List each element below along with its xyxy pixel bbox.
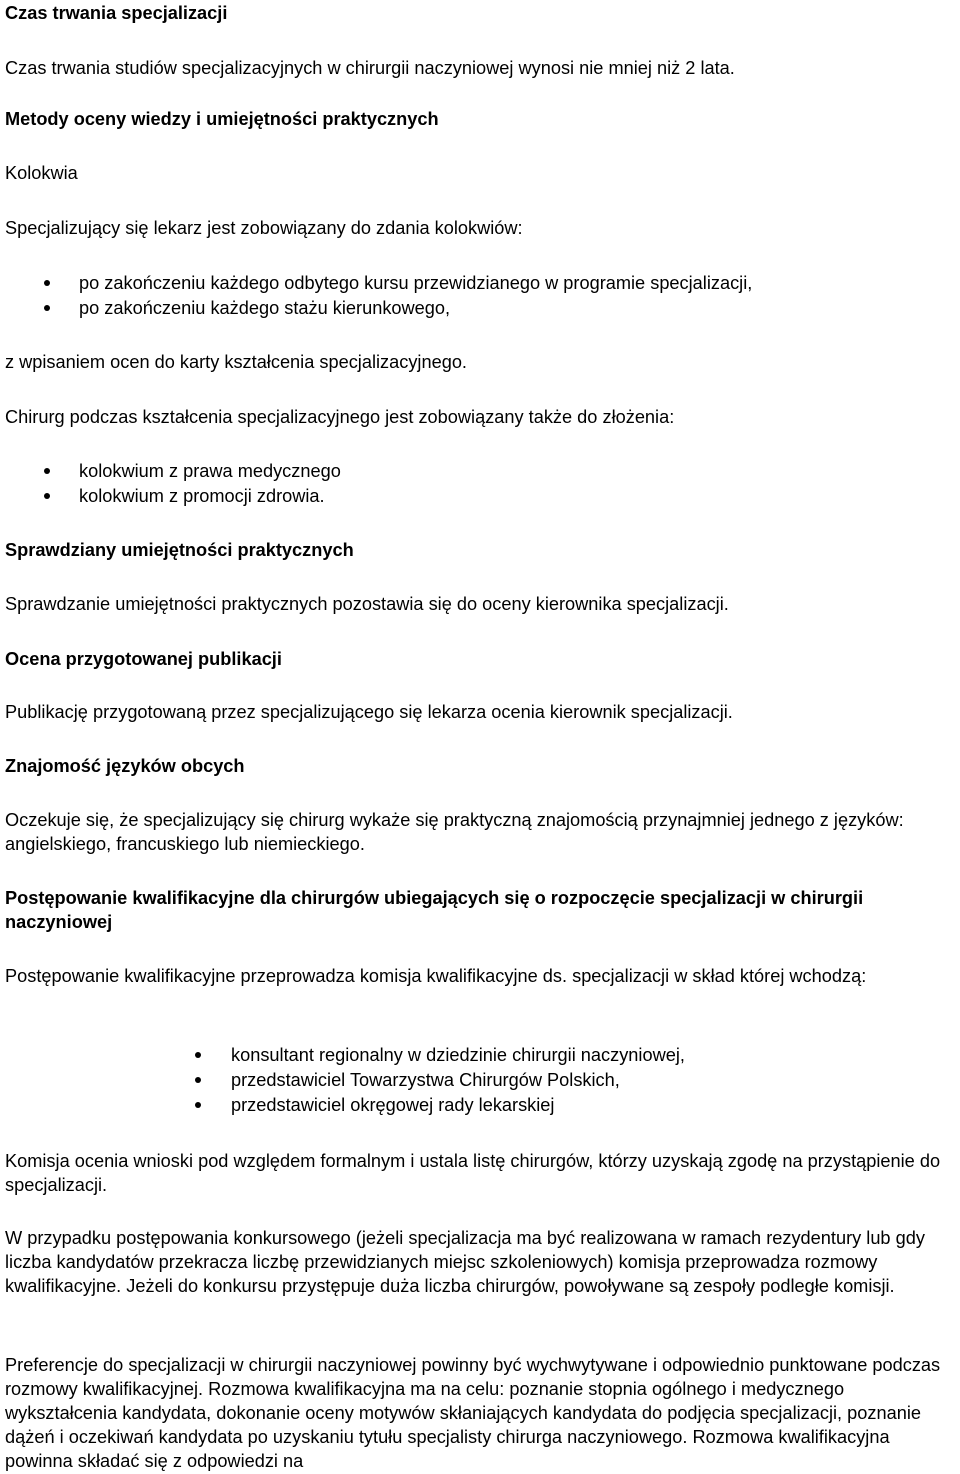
commission-list — [5, 1043, 960, 1118]
bullet-icon — [44, 468, 50, 474]
commission-text: Komisja ocenia wnioski pod względem formalnym i ustala listę chirurgów, którzy uzyskają zgodę na przystąpienie do specjalizacji. — [5, 1151, 941, 1195]
publication-text: Publikację przygotowaną przez specjalizującego się lekarza ocenia kierownik specjalizacji. — [5, 702, 733, 722]
list-item — [5, 1068, 960, 1093]
list-item — [5, 459, 960, 484]
surgeon-list — [5, 459, 960, 509]
list-item — [5, 1043, 960, 1068]
list-item-text: kolokwium z promocji zdrowia. — [79, 486, 325, 506]
list-item — [5, 1093, 960, 1118]
bullet-icon — [44, 305, 50, 311]
list-item-text: po zakończeniu każdego stażu kierunkowego, — [79, 298, 451, 318]
kolokwia-list — [5, 271, 960, 321]
kolokwia-heading: Kolokwia — [5, 163, 78, 183]
list-item-text: przedstawiciel okręgowej rady lekarskiej — [231, 1095, 555, 1115]
skills-heading: Sprawdziany umiejętności praktycznych — [5, 540, 354, 560]
skills-text: Sprawdzanie umiejętności praktycznych pozostawia się do oceny kierownika specjalizacji. — [5, 594, 729, 614]
list-item-text: konsultant regionalny w dziedzinie chirurgii naczyniowej, — [231, 1045, 685, 1065]
bullet-icon — [195, 1052, 201, 1058]
preferences-text: Preferencje do specjalizacji w chirurgii naczyniowej powinny być wychwytywane i odpowiednio punktowane podczas rozmowy kwalifikacyjnej. Rozmowa kwalifikacyjna ma na celu: poznanie stopnia ogólnego i medycznego wykształcenia kandydata, dokonanie oceny motywów skłaniających kandydata do podjęcia specjalizacji, poznanie dążeń i oczekiwań kandydata po uzyskaniu tytułu specjalisty chirurga naczyniowego. Rozmowa kwalifikacyjna powinna składać się z odpowiedzi na — [5, 1355, 941, 1471]
surgeon-intro: Chirurg podczas kształcenia specjalizacyjnego jest zobowiązany także do złożenia: — [5, 407, 675, 427]
list-item — [5, 271, 960, 296]
bullet-icon — [195, 1077, 201, 1083]
bullet-icon — [44, 493, 50, 499]
methods-heading: Metody oceny wiedzy i umiejętności praktycznych — [5, 109, 439, 129]
duration-text: Czas trwania studiów specjalizacyjnych w chirurgii naczyniowej wynosi nie mniej niż 2 lata. — [5, 58, 735, 78]
qualification-heading: Postępowanie kwalifikacyjne dla chirurgów ubiegających się o rozpoczęcie specjalizacji w chirurgii naczyniowej — [5, 888, 864, 932]
duration-heading: Czas trwania specjalizacji — [5, 3, 228, 23]
competition-text: W przypadku postępowania konkursowego (jeżeli specjalizacja ma być realizowana w ramach rezydentury lub gdy liczba kandydatów przekracza liczbę przewidzianych miejsc szkoleniowych) komisja przeprowadza rozmowy kwalifikacyjne. Jeżeli do konkursu przystępuje duża liczba chirurgów, powoływane są zespoły podległe komisji. — [5, 1228, 925, 1296]
list-item — [5, 296, 960, 321]
kolokwia-outro: z wpisaniem ocen do karty kształcenia specjalizacyjnego. — [5, 352, 467, 372]
qualification-intro: Postępowanie kwalifikacyjne przeprowadza komisja kwalifikacyjne ds. specjalizacji w skład której wchodzą: — [5, 966, 867, 986]
languages-text: Oczekuje się, że specjalizujący się chirurg wykaże się praktyczną znajomością przynajmniej jednego z języków: angielskiego, francuskiego lub niemieckiego. — [5, 810, 904, 854]
bullet-icon — [195, 1102, 201, 1108]
list-item-text: kolokwium z prawa medycznego — [79, 461, 341, 481]
list-item — [5, 484, 960, 509]
list-item-text: po zakończeniu każdego odbytego kursu przewidzianego w programie specjalizacji, — [79, 273, 753, 293]
languages-heading: Znajomość języków obcych — [5, 756, 245, 776]
bullet-icon — [44, 280, 50, 286]
list-item-text: przedstawiciel Towarzystwa Chirurgów Polskich, — [231, 1070, 620, 1090]
publication-heading: Ocena przygotowanej publikacji — [5, 649, 282, 669]
kolokwia-intro: Specjalizujący się lekarz jest zobowiązany do zdania kolokwiów: — [5, 218, 523, 238]
